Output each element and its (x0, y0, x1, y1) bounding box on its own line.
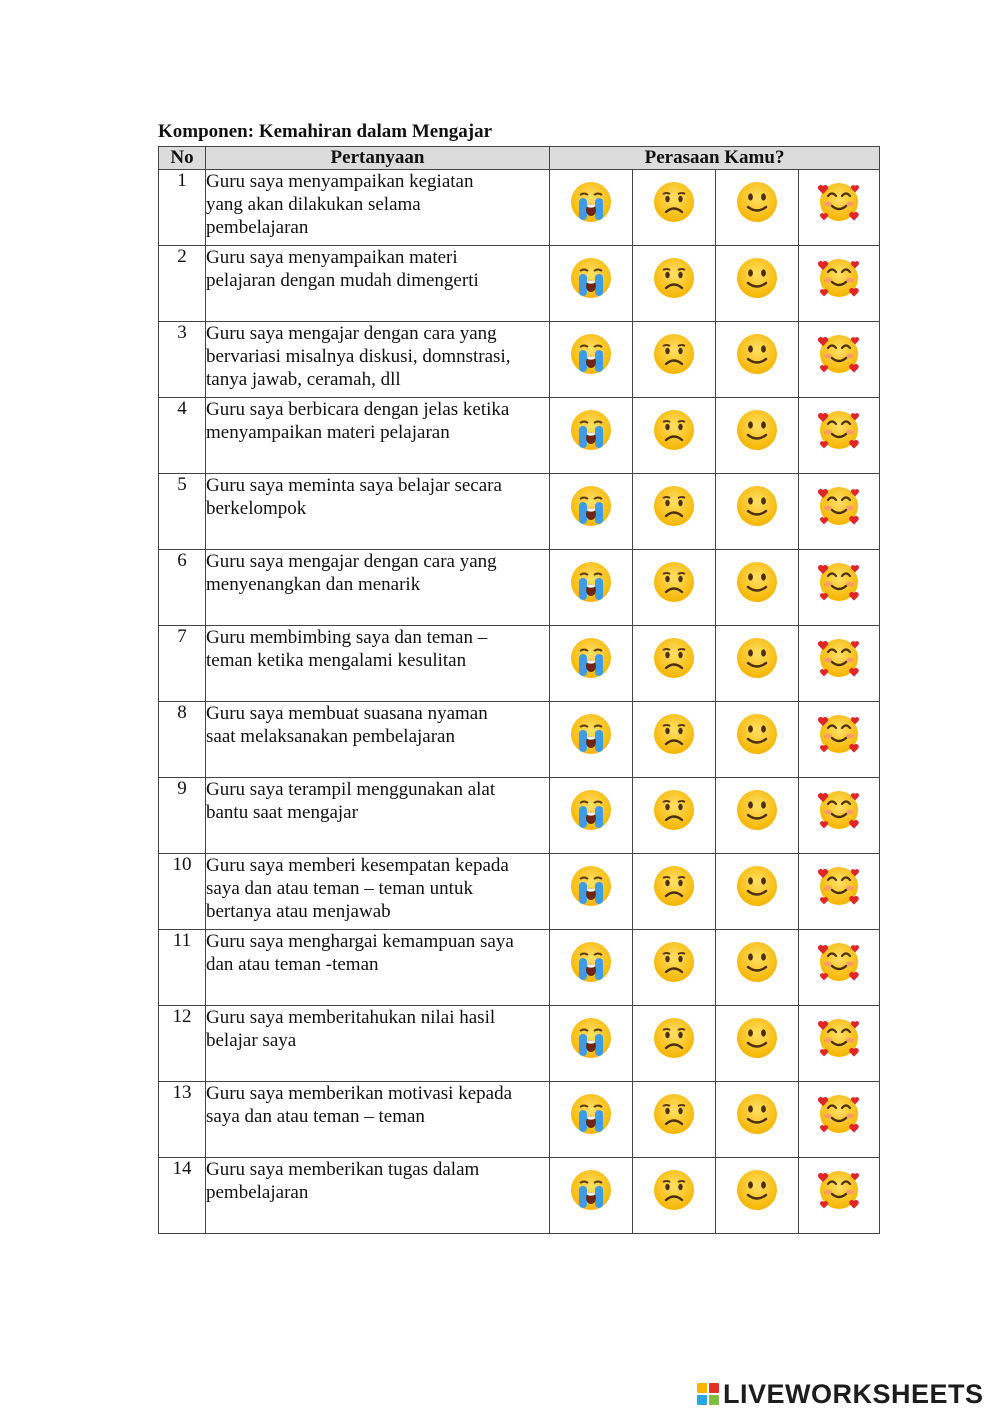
slightly-smiling-face-icon (735, 712, 779, 756)
question-text (206, 550, 550, 626)
smiling-face-with-hearts-icon (817, 1168, 861, 1212)
table-row (159, 550, 880, 626)
choice-slightly-smiling-face[interactable] (716, 1006, 799, 1082)
choice-frowning-face[interactable] (633, 322, 716, 398)
slightly-smiling-face-icon (735, 864, 779, 908)
question-line: menyampaikan materi pelajaran (206, 422, 450, 443)
choice-slightly-smiling-face[interactable] (716, 854, 799, 930)
question-text (206, 474, 550, 550)
choice-frowning-face[interactable] (633, 1006, 716, 1082)
question-text (206, 702, 550, 778)
choice-smiling-face-with-hearts[interactable] (799, 930, 880, 1006)
choice-crying-face[interactable] (550, 930, 633, 1006)
slightly-smiling-face-icon (735, 1168, 779, 1212)
frowning-face-icon (652, 332, 696, 376)
choice-frowning-face[interactable] (633, 398, 716, 474)
table-row (159, 170, 880, 246)
smiling-face-with-hearts-icon (817, 788, 861, 832)
question-line: Guru membimbing saya dan teman – (206, 627, 488, 648)
question-line: yang akan dilakukan selama (206, 194, 421, 215)
question-line: pelajaran dengan mudah dimengerti (206, 270, 479, 291)
smiling-face-with-hearts-icon (817, 940, 861, 984)
slightly-smiling-face-icon (735, 408, 779, 452)
question-number: 1 (159, 170, 206, 246)
choice-smiling-face-with-hearts[interactable] (799, 1158, 880, 1234)
crying-face-icon (569, 180, 613, 224)
choice-smiling-face-with-hearts[interactable] (799, 398, 880, 474)
choice-slightly-smiling-face[interactable] (716, 1158, 799, 1234)
table-row (159, 854, 880, 930)
question-rows (159, 170, 880, 1234)
smiling-face-with-hearts-icon (817, 484, 861, 528)
question-line: saat melaksanakan pembelajaran (206, 726, 455, 747)
choice-smiling-face-with-hearts[interactable] (799, 1006, 880, 1082)
choice-crying-face[interactable] (550, 854, 633, 930)
choice-smiling-face-with-hearts[interactable] (799, 1082, 880, 1158)
frowning-face-icon (652, 1016, 696, 1060)
choice-slightly-smiling-face[interactable] (716, 626, 799, 702)
crying-face-icon (569, 560, 613, 604)
choice-smiling-face-with-hearts[interactable] (799, 474, 880, 550)
slightly-smiling-face-icon (735, 788, 779, 832)
crying-face-icon (569, 712, 613, 756)
choice-crying-face[interactable] (550, 550, 633, 626)
table-row (159, 930, 880, 1006)
header-question: Pertanyaan (206, 147, 550, 170)
frowning-face-icon (652, 180, 696, 224)
question-line: pembelajaran (206, 217, 309, 238)
choice-crying-face[interactable] (550, 246, 633, 322)
table-row (159, 322, 880, 398)
crying-face-icon (569, 940, 613, 984)
frowning-face-icon (652, 636, 696, 680)
choice-smiling-face-with-hearts[interactable] (799, 246, 880, 322)
question-line: teman ketika mengalami kesulitan (206, 650, 467, 671)
choice-crying-face[interactable] (550, 1158, 633, 1234)
question-line: pembelajaran (206, 1182, 309, 1203)
question-number: 11 (159, 930, 206, 1006)
question-line: Guru saya memberitahukan nilai hasil (206, 1007, 496, 1028)
question-line: Guru saya berbicara dengan jelas ketika (206, 399, 510, 420)
question-number: 14 (159, 1158, 206, 1234)
crying-face-icon (569, 408, 613, 452)
slightly-smiling-face-icon (735, 1092, 779, 1136)
smiling-face-with-hearts-icon (817, 408, 861, 452)
choice-slightly-smiling-face[interactable] (716, 246, 799, 322)
crying-face-icon (569, 332, 613, 376)
question-line: belajar saya (206, 1030, 297, 1051)
choice-frowning-face[interactable] (633, 1158, 716, 1234)
question-number: 13 (159, 1082, 206, 1158)
choice-frowning-face[interactable] (633, 778, 716, 854)
choice-frowning-face[interactable] (633, 550, 716, 626)
question-line: bantu saat mengajar (206, 802, 358, 823)
frowning-face-icon (652, 256, 696, 300)
choice-slightly-smiling-face[interactable] (716, 170, 799, 246)
choice-slightly-smiling-face[interactable] (716, 550, 799, 626)
question-text (206, 322, 550, 398)
crying-face-icon (569, 636, 613, 680)
frowning-face-icon (652, 408, 696, 452)
question-line: tanya jawab, ceramah, dll (206, 369, 401, 390)
choice-smiling-face-with-hearts[interactable] (799, 170, 880, 246)
brand-name: LIVEWORKSHEETS (723, 1378, 984, 1409)
choice-smiling-face-with-hearts[interactable] (799, 778, 880, 854)
table-row (159, 474, 880, 550)
choice-crying-face[interactable] (550, 1006, 633, 1082)
choice-smiling-face-with-hearts[interactable] (799, 322, 880, 398)
header-no: No (159, 147, 206, 170)
question-line: dan atau teman -teman (206, 954, 379, 975)
frowning-face-icon (652, 940, 696, 984)
choice-smiling-face-with-hearts[interactable] (799, 702, 880, 778)
choice-frowning-face[interactable] (633, 702, 716, 778)
crying-face-icon (569, 484, 613, 528)
question-text (206, 170, 550, 246)
choice-frowning-face[interactable] (633, 170, 716, 246)
crying-face-icon (569, 1016, 613, 1060)
question-number: 4 (159, 398, 206, 474)
question-text (206, 626, 550, 702)
question-text (206, 398, 550, 474)
smiling-face-with-hearts-icon (817, 560, 861, 604)
smiling-face-with-hearts-icon (817, 1092, 861, 1136)
slightly-smiling-face-icon (735, 940, 779, 984)
table-row (159, 1158, 880, 1234)
survey-table (158, 146, 880, 1234)
choice-slightly-smiling-face[interactable] (716, 474, 799, 550)
question-number: 9 (159, 778, 206, 854)
question-line: Guru saya mengajar dengan cara yang (206, 323, 497, 344)
choice-frowning-face[interactable] (633, 626, 716, 702)
table-row (159, 1006, 880, 1082)
question-line: Guru saya terampil menggunakan alat (206, 779, 496, 800)
question-line: Guru saya memberikan tugas dalam (206, 1159, 480, 1180)
question-text (206, 246, 550, 322)
frowning-face-icon (652, 712, 696, 756)
choice-crying-face[interactable] (550, 626, 633, 702)
question-line: bervariasi misalnya diskusi, domnstrasi, (206, 346, 511, 367)
question-line: berkelompok (206, 498, 307, 519)
frowning-face-icon (652, 1168, 696, 1212)
choice-slightly-smiling-face[interactable] (716, 778, 799, 854)
choice-slightly-smiling-face[interactable] (716, 398, 799, 474)
choice-slightly-smiling-face[interactable] (716, 322, 799, 398)
smiling-face-with-hearts-icon (817, 256, 861, 300)
frowning-face-icon (652, 484, 696, 528)
smiling-face-with-hearts-icon (817, 1016, 861, 1060)
question-line: menyenangkan dan menarik (206, 574, 421, 595)
question-line: Guru saya menyampaikan materi (206, 247, 458, 268)
choice-crying-face[interactable] (550, 1082, 633, 1158)
frowning-face-icon (652, 788, 696, 832)
choice-crying-face[interactable] (550, 702, 633, 778)
table-row (159, 398, 880, 474)
question-text (206, 930, 550, 1006)
crying-face-icon (569, 1168, 613, 1212)
choice-frowning-face[interactable] (633, 854, 716, 930)
choice-crying-face[interactable] (550, 778, 633, 854)
header-feelings: Perasaan Kamu? (550, 147, 880, 170)
crying-face-icon (569, 788, 613, 832)
choice-crying-face[interactable] (550, 474, 633, 550)
question-number: 10 (159, 854, 206, 930)
question-text (206, 1158, 550, 1234)
question-line: bertanya atau menjawab (206, 901, 391, 922)
smiling-face-with-hearts-icon (817, 332, 861, 376)
choice-smiling-face-with-hearts[interactable] (799, 550, 880, 626)
question-line: Guru saya menghargai kemampuan saya (206, 931, 514, 952)
choice-crying-face[interactable] (550, 398, 633, 474)
table-row (159, 702, 880, 778)
question-number: 5 (159, 474, 206, 550)
frowning-face-icon (652, 1092, 696, 1136)
slightly-smiling-face-icon (735, 484, 779, 528)
crying-face-icon (569, 1092, 613, 1136)
smiling-face-with-hearts-icon (817, 636, 861, 680)
question-text (206, 778, 550, 854)
table-row (159, 778, 880, 854)
question-line: Guru saya menyampaikan kegiatan (206, 171, 474, 192)
question-text (206, 854, 550, 930)
slightly-smiling-face-icon (735, 560, 779, 604)
question-number: 12 (159, 1006, 206, 1082)
smiling-face-with-hearts-icon (817, 712, 861, 756)
question-number: 6 (159, 550, 206, 626)
question-number: 8 (159, 702, 206, 778)
liveworksheets-logo (697, 1378, 984, 1410)
question-line: Guru saya mengajar dengan cara yang (206, 551, 497, 572)
choice-frowning-face[interactable] (633, 1082, 716, 1158)
question-line: Guru saya memberi kesempatan kepada (206, 855, 509, 876)
table-row (159, 1082, 880, 1158)
question-number: 2 (159, 246, 206, 322)
liveworksheets-mark-icon (697, 1383, 719, 1405)
question-line: saya dan atau teman – teman untuk (206, 878, 473, 899)
slightly-smiling-face-icon (735, 256, 779, 300)
choice-smiling-face-with-hearts[interactable] (799, 854, 880, 930)
question-line: Guru saya meminta saya belajar secara (206, 475, 502, 496)
smiling-face-with-hearts-icon (817, 180, 861, 224)
choice-slightly-smiling-face[interactable] (716, 1082, 799, 1158)
frowning-face-icon (652, 560, 696, 604)
table-row (159, 626, 880, 702)
choice-smiling-face-with-hearts[interactable] (799, 626, 880, 702)
slightly-smiling-face-icon (735, 180, 779, 224)
question-text (206, 1082, 550, 1158)
slightly-smiling-face-icon (735, 332, 779, 376)
choice-frowning-face[interactable] (633, 474, 716, 550)
table-row (159, 246, 880, 322)
question-number: 3 (159, 322, 206, 398)
choice-frowning-face[interactable] (633, 930, 716, 1006)
question-line: Guru saya memberikan motivasi kepada (206, 1083, 513, 1104)
slightly-smiling-face-icon (735, 1016, 779, 1060)
choice-crying-face[interactable] (550, 322, 633, 398)
question-number: 7 (159, 626, 206, 702)
question-line: Guru saya membuat suasana nyaman (206, 703, 488, 724)
question-text (206, 1006, 550, 1082)
page-title: Komponen: Kemahiran dalam Mengajar (158, 121, 493, 142)
question-line: saya dan atau teman – teman (206, 1106, 425, 1127)
crying-face-icon (569, 256, 613, 300)
slightly-smiling-face-icon (735, 636, 779, 680)
table-header-row (159, 147, 880, 170)
crying-face-icon (569, 864, 613, 908)
choice-slightly-smiling-face[interactable] (716, 702, 799, 778)
smiling-face-with-hearts-icon (817, 864, 861, 908)
choice-frowning-face[interactable] (633, 246, 716, 322)
choice-slightly-smiling-face[interactable] (716, 930, 799, 1006)
frowning-face-icon (652, 864, 696, 908)
choice-crying-face[interactable] (550, 170, 633, 246)
